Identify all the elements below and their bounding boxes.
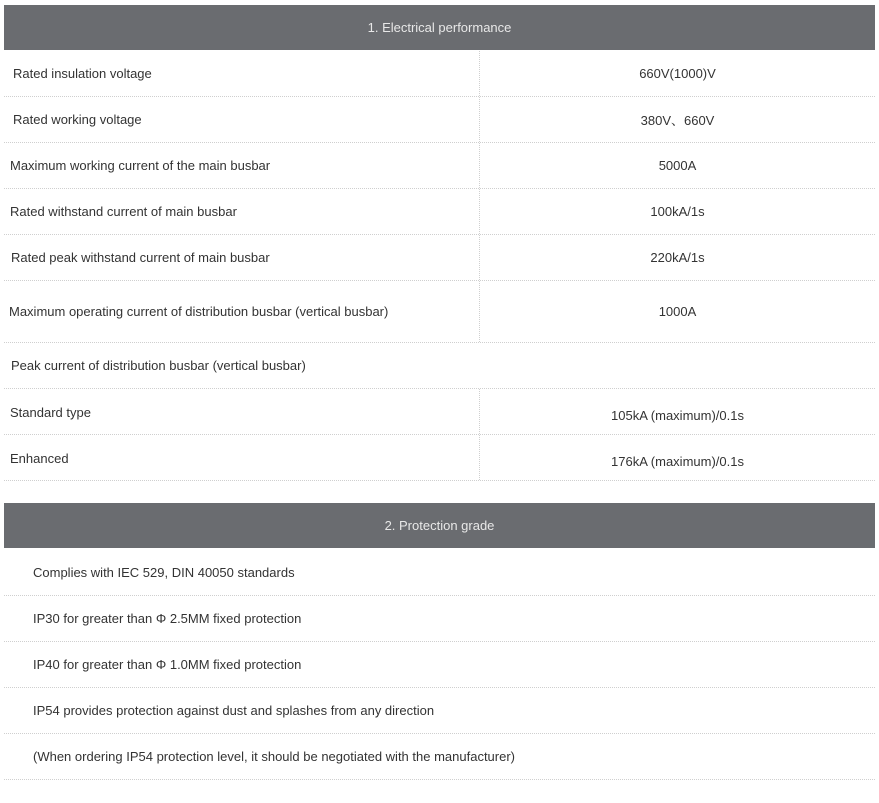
row-text: IP40 for greater than Φ 1.0MM fixed protection: [33, 657, 302, 672]
row-label: Enhanced: [10, 451, 69, 466]
table-row: [4, 281, 875, 343]
electrical-performance-table: [4, 51, 875, 481]
table-row: [4, 642, 875, 688]
row-text: (When ordering IP54 protection level, it should be negotiated with the manufacturer): [33, 749, 515, 764]
row-label: Maximum operating current of distribution busbar (vertical busbar): [9, 304, 389, 319]
table-row: [4, 688, 875, 734]
protection-grade-table: [4, 550, 875, 780]
row-value: 105kA (maximum)/0.1s: [611, 408, 744, 423]
table-row: [4, 189, 875, 235]
electrical-performance-title: 1. Electrical performance: [367, 20, 512, 35]
table-row: [4, 550, 875, 596]
table-row: [4, 389, 875, 435]
row-value: 220kA/1s: [650, 250, 705, 265]
row-text: IP54 provides protection against dust and splashes from any direction: [33, 703, 435, 718]
table-row: [4, 51, 875, 97]
row-label: Peak current of distribution busbar (vertical busbar): [11, 358, 306, 373]
row-value: 176kA (maximum)/0.1s: [611, 454, 744, 469]
row-label: Rated insulation voltage: [13, 66, 152, 81]
row-text: IP30 for greater than Φ 2.5MM fixed protection: [33, 611, 302, 626]
table-row: [4, 596, 875, 642]
table-row: [4, 734, 875, 780]
table-row: [4, 343, 875, 389]
protection-grade-title: 2. Protection grade: [384, 518, 495, 533]
electrical-performance-header: [4, 5, 875, 50]
row-value: 100kA/1s: [650, 204, 705, 219]
table-row: [4, 235, 875, 281]
table-row: [4, 97, 875, 143]
row-value: 5000A: [658, 158, 697, 173]
row-label: Rated working voltage: [13, 112, 142, 127]
row-label: Rated peak withstand current of main busbar: [11, 250, 270, 265]
row-value: 660V(1000)V: [639, 66, 716, 81]
row-label: Rated withstand current of main busbar: [10, 204, 237, 219]
table-row: [4, 143, 875, 189]
row-value: 380V、660V: [640, 113, 715, 128]
table-row: [4, 435, 875, 481]
row-text: Complies with IEC 529, DIN 40050 standards: [33, 565, 295, 580]
row-label: Maximum working current of the main busbar: [10, 158, 271, 173]
row-value: 1000A: [658, 304, 697, 319]
protection-grade-header: [4, 503, 875, 548]
row-label: Standard type: [10, 405, 91, 420]
